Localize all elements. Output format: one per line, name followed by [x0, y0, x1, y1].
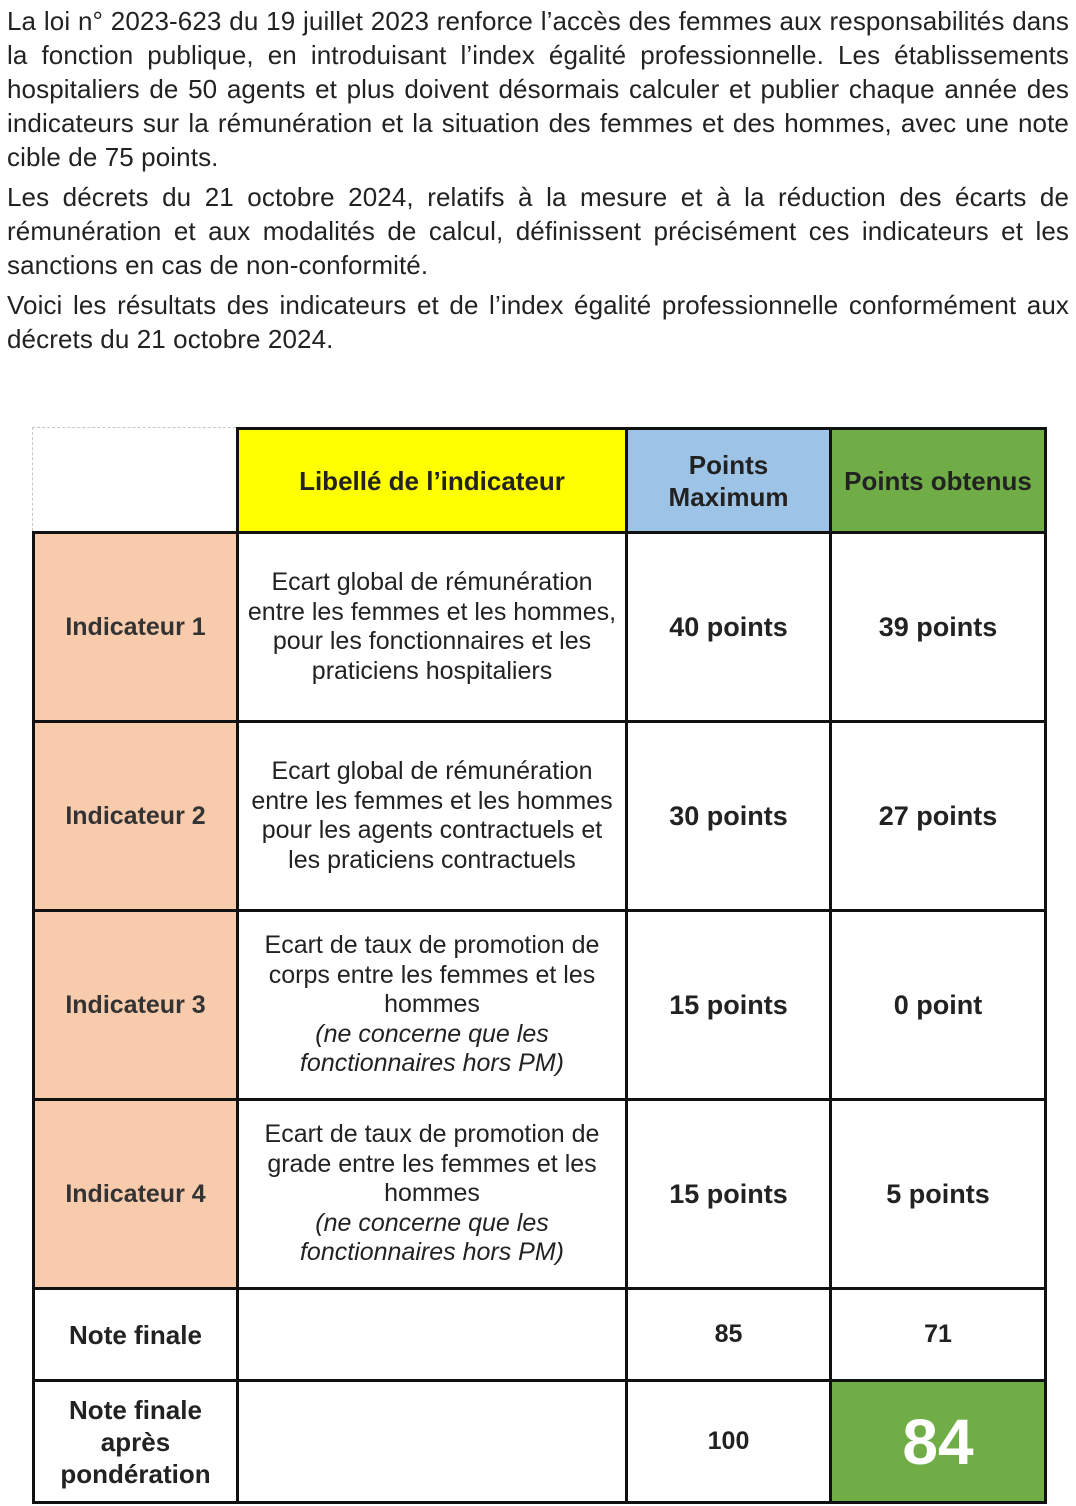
header-points-max: Points Maximum	[627, 429, 831, 533]
weighted-note-score: 84	[831, 1381, 1046, 1503]
table-row	[34, 533, 1046, 722]
table-row	[34, 1100, 1046, 1289]
indicator-description-text: Ecart de taux de promotion de grade entre les femmes et les hommes	[264, 1120, 600, 1208]
final-note-obtained: 71	[831, 1289, 1046, 1381]
table-header-row	[34, 429, 1046, 533]
intro-paragraph-1: La loi n° 2023-623 du 19 juillet 2023 renforce l’accès des femmes aux responsabilités dans la fonction publique, en introduisant l’index égalité professionnelle. Les établissements hospitaliers de 50 agents et plus doivent désormais calculer et publier chaque année des indicateurs sur la rémunération et la situation des femmes et des hommes, avec une note cible de 75 points.	[7, 6, 1069, 172]
indicator-points-max: 15 points	[627, 1100, 831, 1289]
indicator-points-obtained: 5 points	[831, 1100, 1046, 1289]
indicator-points-obtained: 27 points	[831, 722, 1046, 911]
weighted-note-max: 100	[627, 1381, 831, 1503]
indicator-points-obtained: 39 points	[831, 533, 1046, 722]
indicator-points-max: 40 points	[627, 533, 831, 722]
index-results-table	[32, 427, 1047, 1504]
intro-paragraph-3: Voici les résultats des indicateurs et de l’index égalité professionnelle conformément aux décrets du 21 octobre 2024.	[7, 290, 1069, 354]
indicator-scope-note: (ne concerne que les fonctionnaires hors PM)	[299, 1208, 564, 1267]
intro-text	[7, 4, 1069, 356]
table-row	[34, 722, 1046, 911]
final-note-empty-cell	[238, 1289, 627, 1381]
indicator-description	[238, 911, 627, 1100]
indicator-name: Indicateur 1	[34, 533, 238, 722]
final-note-label: Note finale	[34, 1289, 238, 1381]
header-indicator-label: Libellé de l’indicateur	[238, 429, 627, 533]
indicator-name: Indicateur 2	[34, 722, 238, 911]
header-empty-cell	[34, 429, 238, 533]
indicator-description-text: Ecart global de rémunération entre les femmes et les hommes pour les agents contractuels et les praticiens contractuels	[251, 757, 613, 874]
indicator-description	[238, 722, 627, 911]
final-note-row	[34, 1289, 1046, 1381]
indicator-points-max: 15 points	[627, 911, 831, 1100]
header-points-obtained: Points obtenus	[831, 429, 1046, 533]
indicator-description	[238, 533, 627, 722]
indicator-description-text: Ecart global de rémunération entre les femmes et les hommes, pour les fonctionnaires et les praticiens hospitaliers	[247, 568, 617, 685]
weighted-note-row	[34, 1381, 1046, 1503]
indicator-description	[238, 1100, 627, 1289]
indicator-points-obtained: 0 point	[831, 911, 1046, 1100]
indicator-name: Indicateur 3	[34, 911, 238, 1100]
indicator-scope-note: (ne concerne que les fonctionnaires hors PM)	[299, 1019, 564, 1078]
weighted-note-empty-cell	[238, 1381, 627, 1503]
weighted-note-label: Note finale après pondération	[34, 1381, 238, 1503]
indicator-points-max: 30 points	[627, 722, 831, 911]
intro-paragraph-2: Les décrets du 21 octobre 2024, relatifs à la mesure et à la réduction des écarts de rémunération et aux modalités de calcul, définissent précisément ces indicateurs et les sanctions en cas de non-conformité.	[7, 182, 1069, 280]
indicator-name: Indicateur 4	[34, 1100, 238, 1289]
table-row	[34, 911, 1046, 1100]
final-note-max: 85	[627, 1289, 831, 1381]
indicator-description-text: Ecart de taux de promotion de corps entre les femmes et les hommes	[264, 931, 600, 1019]
